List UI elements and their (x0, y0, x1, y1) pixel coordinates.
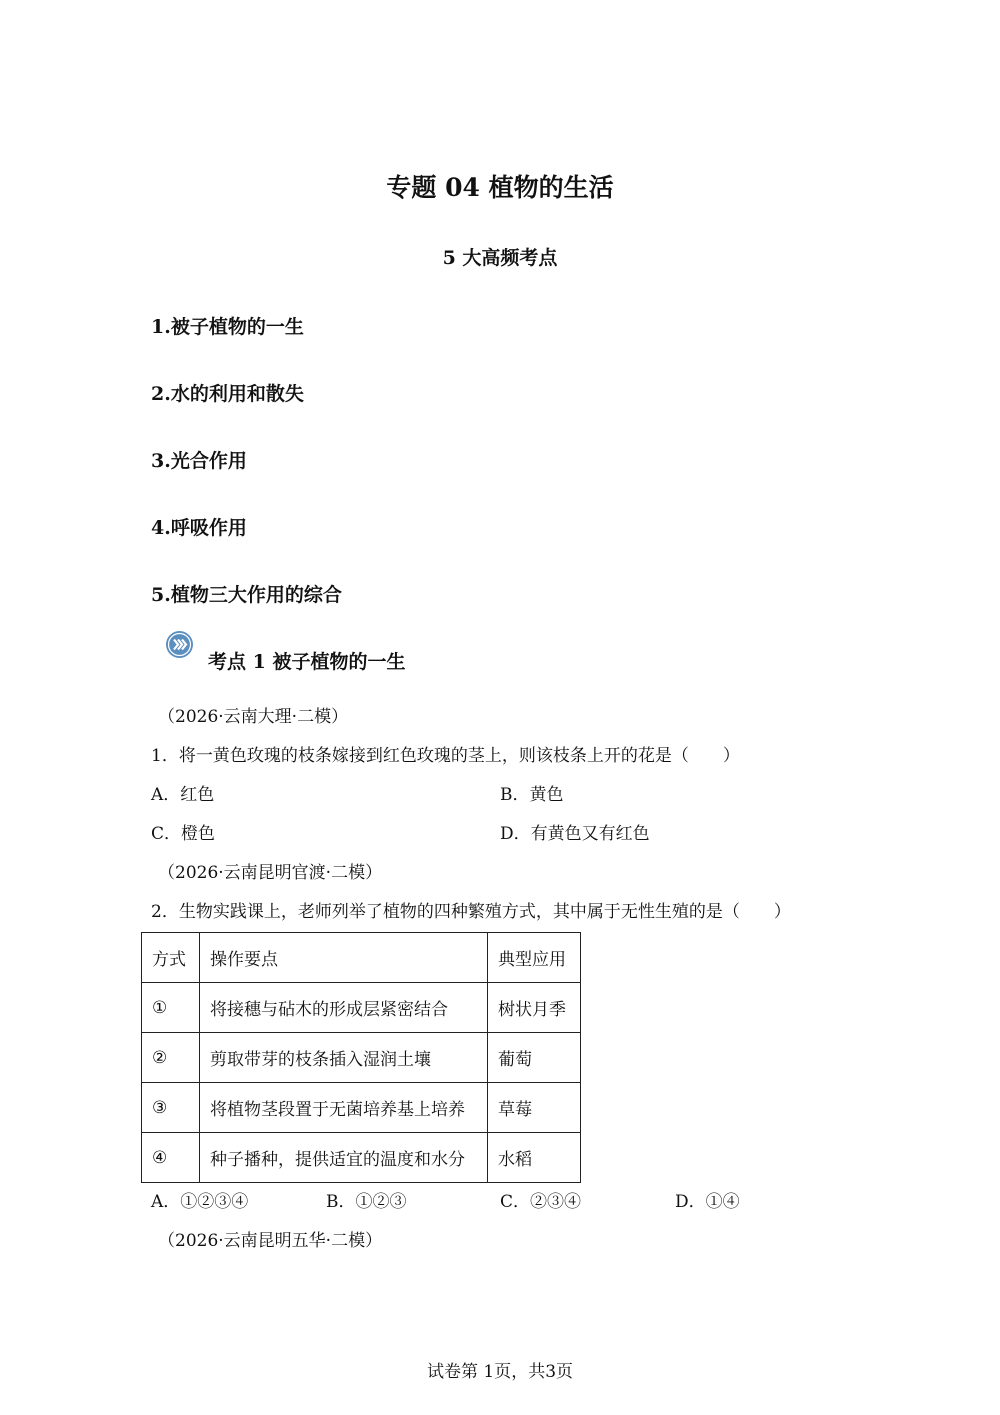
topic-2: 2.水的利用和散失 (151, 383, 304, 405)
double-chevron-right-icon (166, 631, 193, 658)
topic-4: 4.呼吸作用 (151, 517, 247, 539)
table-cell: ③ (142, 1083, 200, 1133)
table-header-cell: 操作要点 (200, 933, 488, 983)
question-1-option-d: D．有黄色又有红色 (500, 824, 650, 844)
table-row (142, 1133, 581, 1183)
page-title: 专题 04 植物的生活 (386, 173, 614, 202)
table-cell: ② (142, 1033, 200, 1083)
table-cell: 草莓 (488, 1083, 581, 1133)
table-row (142, 983, 581, 1033)
reproduction-table (141, 932, 581, 1183)
question-2-option-c: C．②③④ (500, 1192, 582, 1212)
question-2-option-a: A．①②③④ (151, 1192, 249, 1212)
page-footer: 试卷第 1页，共3页 (426, 1362, 574, 1382)
table-row (142, 1033, 581, 1083)
topic-1: 1.被子植物的一生 (151, 316, 304, 338)
question-2-option-d: D．①④ (675, 1192, 740, 1212)
table-cell: 剪取带芽的枝条插入湿润土壤 (200, 1033, 488, 1083)
question-2-source: （2026·云南昆明官渡·二模） (158, 863, 383, 883)
topic-5: 5.植物三大作用的综合 (151, 584, 342, 606)
question-1-option-b: B．黄色 (500, 785, 564, 805)
question-3-source: （2026·云南昆明五华·二模） (158, 1231, 383, 1251)
question-1-stem: 1．将一黄色玫瑰的枝条嫁接到红色玫瑰的茎上，则该枝条上开的花是（ ） (151, 746, 740, 766)
table-cell: 水稻 (488, 1133, 581, 1183)
question-1-source: （2026·云南大理·二模） (158, 707, 349, 727)
table-header-cell: 典型应用 (488, 933, 581, 983)
table-cell: ④ (142, 1133, 200, 1183)
table-header-cell: 方式 (142, 933, 200, 983)
table-cell: 种子播种，提供适宜的温度和水分 (200, 1133, 488, 1183)
table-row (142, 1083, 581, 1133)
page-subtitle: 5 大高频考点 (442, 247, 558, 269)
question-1-option-a: A．红色 (151, 785, 215, 805)
question-1-option-c: C．橙色 (151, 824, 216, 844)
table-cell: 树状月季 (488, 983, 581, 1033)
topic-3: 3.光合作用 (151, 450, 247, 472)
question-2-option-b: B．①②③ (326, 1192, 407, 1212)
section-title: 考点 1 被子植物的一生 (208, 651, 406, 673)
table-header-row (142, 933, 581, 983)
table-cell: 将植物茎段置于无菌培养基上培养 (200, 1083, 488, 1133)
table-cell: 葡萄 (488, 1033, 581, 1083)
table-cell: 将接穗与砧木的形成层紧密结合 (200, 983, 488, 1033)
table-cell: ① (142, 983, 200, 1033)
question-2-stem: 2．生物实践课上，老师列举了植物的四种繁殖方式，其中属于无性生殖的是（ ） (151, 902, 791, 922)
